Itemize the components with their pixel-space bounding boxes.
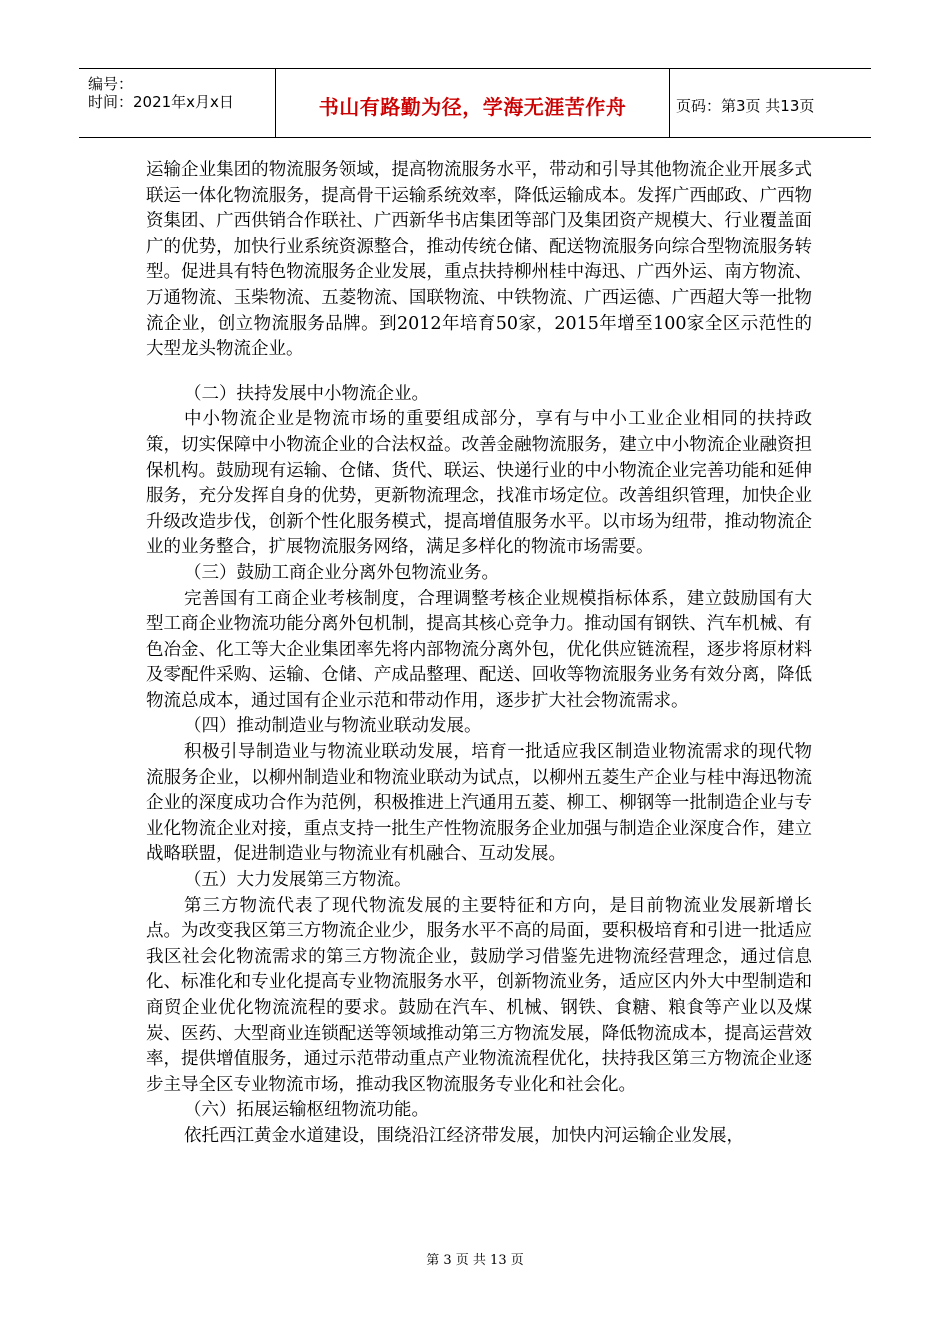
header-motto-cell: [276, 69, 670, 137]
header-page-label: 页码：第3页 共13页: [676, 97, 815, 115]
page-header: [79, 68, 871, 138]
section-heading: （五）大力发展第三方物流。: [184, 870, 412, 891]
header-page-cell: [670, 69, 870, 137]
section-heading: （六）拓展运输枢纽物流功能。: [184, 1100, 429, 1121]
body-paragraph: 完善国有工商企业考核制度，合理调整考核企业规模指标体系，建立鼓励国有大型工商企业物流功能分离外包机制，提高其核心竞争力。推动国有钢铁、汽车机械、有色冶金、化工等大企业集团率先将内部物流分离外包，优化供应链流程，逐步将原材料及零配件采购、运输、仓储、产成品整理、配送、回收等物流服务业务有效分离，降低物流总成本，通过国有企业示范和带动作用，逐步扩大社会物流需求。: [146, 588, 812, 711]
page-footer: 第 3 页 共 13 页: [426, 1253, 524, 1268]
section-heading: （二）扶持发展中小物流企业。: [184, 383, 429, 404]
header-meta-cell: [79, 69, 276, 137]
body-paragraph: 第三方物流代表了现代物流发展的主要特征和方向，是目前物流业发展新增长点。为改变我区第三方物流企业少，服务水平不高的局面，要积极培育和引进一批适应我区社会化物流需求的第三方物流企业，鼓励学习借鉴先进物流经营理念，通过信息化、标准化和专业化提高专业物流服务水平，创新物流业务，适应区内外大中型制造和商贸企业优化物流流程的要求。鼓励在汽车、机械、钢铁、食糖、粮食等产业以及煤炭、医药、大型商业连锁配送等领域推动第三方物流发展，降低物流成本，提高运营效率，提供增值服务，通过示范带动重点产业物流流程优化，扶持我区第三方物流企业逐步主导全区专业物流市场，推动我区物流服务专业化和社会化。: [146, 895, 812, 1095]
document-body: [146, 158, 812, 1150]
body-paragraph: 运输企业集团的物流服务领域，提高物流服务水平，带动和引导其他物流企业开展多式联运一体化物流服务，提高骨干运输系统效率，降低运输成本。发挥广西邮政、广西物资集团、广西供销合作联社、广西新华书店集团等部门及集团资产规模大、行业覆盖面广的优势，加快行业系统资源整合，推动传统仓储、配送物流服务向综合型物流服务转型。促进具有特色物流服务企业发展，重点扶持柳州桂中海迅、广西外运、南方物流、万通物流、玉柴物流、五菱物流、国联物流、中铁物流、广西运德、广西超大等一批物流企业，创立物流服务品牌。到2012年培育50家，2015年增至100家全区示范性的大型龙头物流企业。: [146, 160, 812, 360]
body-paragraph: 中小物流企业是物流市场的重要组成部分，享有与中小工业企业相同的扶持政策，切实保障中小物流企业的合法权益。改善金融物流服务，建立中小物流企业融资担保机构。鼓励现有运输、仓储、货代、联运、快递行业的中小物流企业完善功能和延伸服务，充分发挥自身的优势，更新物流理念，找准市场定位。改善组织管理，加快企业升级改造步伐，创新个性化服务模式，提高增值服务水平。以市场为纽带，推动物流企业的业务整合，扩展物流服务网络，满足多样化的物流市场需要。: [146, 409, 812, 558]
section-heading: （三）鼓励工商企业分离外包物流业务。: [184, 562, 499, 583]
document-time-label: 时间：2021年x月x日: [88, 93, 234, 111]
document-number-label: 编号：: [88, 75, 134, 93]
header-motto: 书山有路勤为径，学海无涯苦作舟: [318, 95, 627, 119]
body-paragraph: 积极引导制造业与物流业联动发展，培育一批适应我区制造业物流需求的现代物流服务企业，以柳州制造业和物流业联动为试点，以柳州五菱生产企业与桂中海迅物流企业的深度成功合作为范例，积极推进上汽通用五菱、柳工、柳钢等一批制造企业与专业化物流企业对接，重点支持一批生产性物流服务企业加强与制造企业深度合作，建立战略联盟，促进制造业与物流业有机融合、互动发展。: [146, 742, 812, 865]
body-paragraph: 依托西江黄金水道建设，围绕沿江经济带发展，加快内河运输企业发展，: [184, 1125, 744, 1146]
section-heading: （四）推动制造业与物流业联动发展。: [184, 716, 482, 737]
